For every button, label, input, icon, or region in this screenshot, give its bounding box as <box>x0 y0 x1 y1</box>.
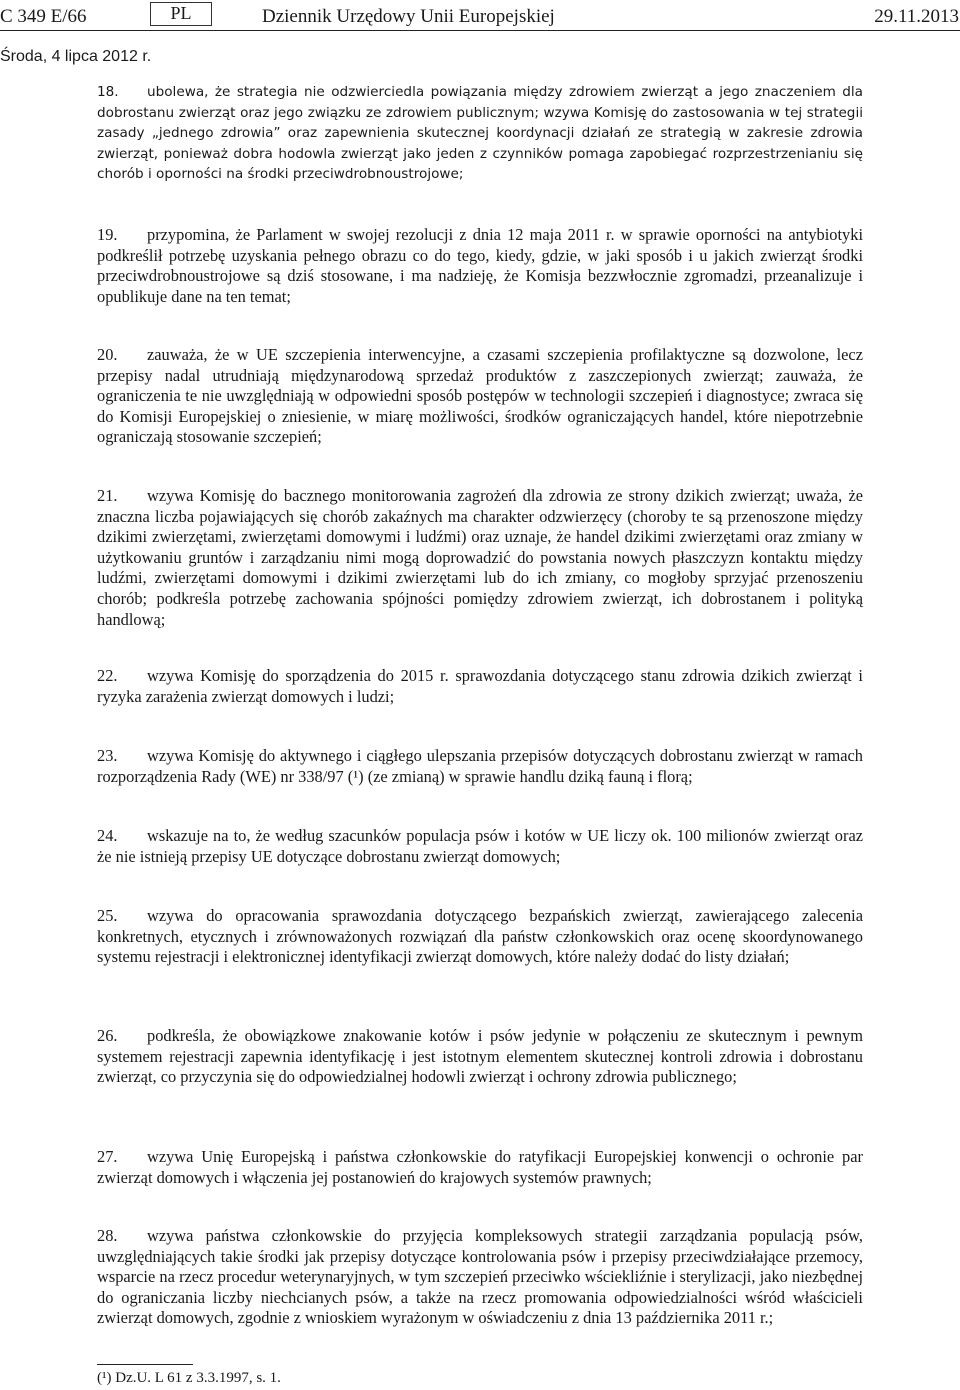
footnote: (¹) Dz.U. L 61 z 3.3.1997, s. 1. <box>97 1370 281 1386</box>
paragraph-text: wzywa Komisję do bacznego monitorowania zagrożeń dla zdrowia ze strony dzikich zwierząt; uważa, że znaczna liczba pojawiających się chorób zakaźnych ma charakter odzwierzęcy (choroby te są przenoszone między dzikimi zwierzętami, zwierzętami domowymi i ludźmi) oraz uznaje, że handel dzikimi zwierzętami oraz zmiany w użytkowaniu gruntów i zarządzaniu nimi mogą doprowadzić do powstania nowych płaszczyzn kontaktu między ludźmi, zwierzętami domowymi i dzikimi zwierzętami lub do ich zmiany, co mogłoby sprzyjać przenoszeniu chorób; podkreśla potrzebę zachowania spójności pomiędzy zdrowiem zwierząt, ich dobrostanem i polityką handlową; <box>97 486 863 629</box>
paragraph-21 <box>97 486 863 630</box>
paragraph-number: 28. <box>97 1226 118 1245</box>
journal-header <box>0 2 960 32</box>
paragraph-number: 25. <box>97 906 118 925</box>
footnote-rule <box>97 1364 193 1365</box>
paragraph-text: zauważa, że w UE szczepienia interwencyjne, a czasami szczepienia profilaktyczne są dozwolone, lecz przepisy nadal utrudniają międzynarodową sprzedaż produktów z zaszczepionych zwierząt; zauważa, że ograniczenia te nie uwzględniają w odpowiedni sposób postępów w technologii szczepień i diagnostyce; zwraca się do Komisji Europejskiej o zniesienie, w miarę możliwości, środków ograniczających handel, które niepotrzebnie ograniczają stosowanie szczepień; <box>97 345 863 447</box>
paragraph-number: 18. <box>97 84 119 100</box>
paragraph-number: 19. <box>97 225 118 244</box>
paragraph-18 <box>97 82 863 185</box>
paragraph-text: ubolewa, że strategia nie odzwierciedla powiązania między zdrowiem zwierząt a jego znaczeniem dla dobrostanu zwierząt oraz jego związku ze zdrowiem publicznym; wzywa Komisję do zastosowania w tej strategii zasady „jednego zdrowia” oraz zapewnienia skutecznej koordynacji działań ze strategią w zakresie zdrowia zwierząt, ponieważ dobra hodowla zwierząt jako jeden z czynników pomaga zapobiegać rozprzestrzenianiu się chorób i oporności na środki przeciwdrobnoustrojowe; <box>97 84 863 183</box>
paragraph-text: wzywa Komisję do sporządzenia do 2015 r. sprawozdania dotyczącego stanu zdrowia dzikich zwierząt i ryzyka zarażenia zwierząt domowych i ludzi; <box>97 666 863 706</box>
paragraph-number: 23. <box>97 746 118 765</box>
paragraph-text: wzywa Komisję do aktywnego i ciągłego ulepszania przepisów dotyczących dobrostanu zwierząt w ramach rozporządzenia Rady (WE) nr 338/97 (¹) (ze zmianą) w sprawie handlu dziką fauną i florą; <box>97 746 863 786</box>
paragraph-28 <box>97 1226 863 1329</box>
paragraph-19 <box>97 225 863 307</box>
paragraph-number: 21. <box>97 486 118 505</box>
paragraph-27 <box>97 1147 863 1188</box>
paragraph-text: podkreśla, że obowiązkowe znakowanie kotów i psów jedynie w połączeniu ze skutecznym i pewnym systemem rejestracji zapewnia identyfikację i jest istotnym elementem skutecznej kontroli zdrowia i dobrostanu zwierząt, co przyczynia się do odpowiedzialnej hodowli zwierząt i ochrony zdrowia publicznego; <box>97 1026 863 1087</box>
paragraph-22 <box>97 666 863 707</box>
paragraph-23 <box>97 746 863 787</box>
paragraph-number: 24. <box>97 826 118 845</box>
paragraph-number: 20. <box>97 345 118 364</box>
paragraph-24 <box>97 826 863 867</box>
paragraph-26 <box>97 1026 863 1088</box>
paragraph-text: przypomina, że Parlament w swojej rezolucji z dnia 12 maja 2011 r. w sprawie oporności na antybiotyki podkreślił potrzebę uzyskania pełnego obrazu co do tego, kiedy, gdzie, w jaki sposób i u jakich zwierząt środki przeciwdrobnoustrojowe są dziś stosowane, i ma nadzieję, że Komisja bezzwłocznie zgromadzi, przeanalizuje i opublikuje dane na ten temat; <box>97 225 863 306</box>
paragraph-text: wzywa do opracowania sprawozdania dotyczącego bezpańskich zwierząt, zawierającego zalecenia konkretnych, etycznych i zrównoważonych rozwiązań dla państw członkowskich oraz ocenę skoordynowanego systemu rejestracji i elektronicznej identyfikacji zwierząt domowych, które należy dodać do listy działań; <box>97 906 863 967</box>
header-rule <box>0 30 960 31</box>
paragraph-text: wskazuje na to, że według szacunków populacja psów i kotów w UE liczy ok. 100 milionów zwierząt oraz że nie istnieją przepisy UE dotyczące dobrostanu zwierząt domowych; <box>97 826 863 866</box>
paragraph-25 <box>97 906 863 968</box>
sitting-date: Środa, 4 lipca 2012 r. <box>0 48 152 65</box>
publication-date: 29.11.2013 <box>874 6 959 27</box>
paragraph-20 <box>97 345 863 448</box>
paragraph-text: wzywa Unię Europejską i państwa członkowskie do ratyfikacji Europejskiej konwencji o ochronie par zwierząt domowych i włączenia jej postanowień do krajowych systemów prawnych; <box>97 1147 863 1187</box>
paragraph-number: 26. <box>97 1026 118 1045</box>
journal-title: Dziennik Urzędowy Unii Europejskiej <box>262 6 555 27</box>
paragraph-number: 22. <box>97 666 118 685</box>
paragraph-number: 27. <box>97 1147 118 1166</box>
language-badge: PL <box>150 2 212 26</box>
paragraph-text: wzywa państwa członkowskie do przyjęcia kompleksowych strategii zarządzania populacją psów, uwzględniających takie środki jak przepisy dotyczące kontrolowania psów i przepisy przeciwdziałające przemocy, wsparcie na rzecz procedur weterynaryjnych, w tym szczepień przeciwko wściekliźnie i sterylizacji, jako niezbędnej do ograniczania liczby niechcianych psów, a także na rzecz promowania odpowiedzialności wśród właścicieli zwierząt domowych, zgodnie z wnioskiem wyrażonym w oświadczeniu z dnia 13 października 2011 r.; <box>97 1226 863 1328</box>
journal-reference: C 349 E/66 <box>0 6 87 27</box>
